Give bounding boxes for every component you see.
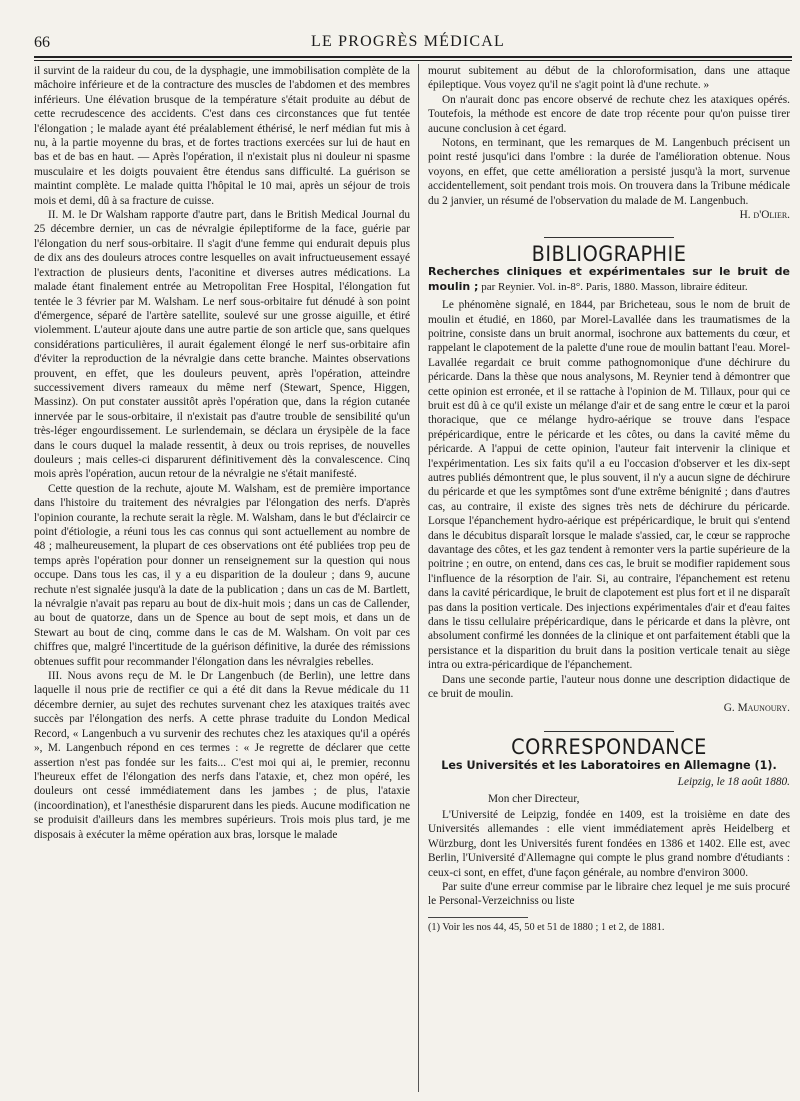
paragraph: Dans une seconde partie, l'auteur nous donne une description didactique de ce bruit de moulin. xyxy=(428,673,790,701)
signature: G. Maunoury. xyxy=(723,702,790,715)
paragraph: Le phénomène signalé, en 1844, par Bricheteau, sous le nom de bruit de moulin et étudié, en 1860, par Morel-Lavallée dans les traumatismes de la poitrine, consiste dans un bruit anormal, isochrone aux battements du cœur, et rappelant le clapotement de la palette d'une roue de moulin battant l'eau. Morel-Lavallée regardait ce bruit comme pathognomonique d'une déchirure du péricarde. Dans la thèse que nous analysons, M. Reynier tend à démontrer que cette opinion est erronée, et il se rattache à l'opinion de M. Tillaux, pour qui ce bruit est dû à ce qu'il existe un mélange d'air et de sang entre le cœur et la paroi thoracique, que ce mélange hydro-aérique se trouve dans l'espace prépéricardique, entre le péricarde et les côtes, ou dans la cavité même du péricarde. A l'appui de cette opinion, l'auteur fait intervenir la clinique et l'expérimentation. Les six faits qu'il a eu l'occasion d'observer et les dix-sept autres publiés démontrent que, le plus souvent, il n'y a aucun signe de déchirure du péricarde et que les symptômes sont d'une extrême bénignité ; dans d'autres cas, au contraire, il existe des signes très nets de déchirure du péricarde. Lorsque l'épanchement hydro-aérique est prépéricardique, le bruit qui s'entend dans le décubitus disparaît lorsque le malade s'assied, car, le cœur se rapproche davantage des côtes, et les gaz tendent à remonter vers la partie supérieure de la poitrine ; en outre, on entend, dans ces cas, le bruit se modifier rapidement sous l'influence de la résorption de l'air. Si, au contraire, l'épanchement est retenu dans la cavité péricardique, le bruit de clapotement est plus fort et il ne disparaît pas dans la position verticale. Des injections expérimentales d'air et d'eau faites dans le tissu cellulaire prépéricardique, dans le péricarde et dans la plèvre, ont absolument confirmé les données de la clinique et ont parfaitement établi que la persistance et la disparition du bruit dans la position verticale tenait au siège intra ou extra-péricardique de l'épanchement. xyxy=(428,299,790,672)
reference-title: Recherches cliniques et expérimentales sur le bruit de moulin ; xyxy=(428,265,790,293)
paragraph: Cette question de la rechute, ajoute M. Walsham, est de première importance dans l'histoire du traitement des névralgies par l'élongation des nerfs. D'après l'opinion courante, la rechute serait la règle. M. Walsham, dans le but d'éclaircir ce point d'étiologie, a réuni tous les cas connus qui sont actuellement au nombre de 48 ; malheureusement, la plupart de ces observations ont été publiées trop peu de temps après l'opération pour donner un renseignement sur la question qui nous occupe. Dans tous les cas, il y a eu disparition de la douleur ; dans 9, aucune rechute n'est signalée jusqu'à la date de la publication ; dans un cas de M. Bartlett, la névralgie n'avait pas reparu au bout de dix-huit mois ; dans un cas de Callender, au bout de quatorze, dans un de Spence au bout de sept mois, et dans un de Stewart au bout de cinq, comme dans le cas de M. Walsham. On voit par ces chiffres que, malgré l'incertitude de la guérison définitive, la durée des rémissions obtenues suffit pour recommander l'élongation dans les névralgies rebelles. xyxy=(34,482,410,668)
running-header xyxy=(34,30,782,52)
left-column xyxy=(34,64,410,1094)
signature: H. d'Olier. xyxy=(739,209,790,222)
paragraph: On n'aurait donc pas encore observé de rechute chez les ataxiques opérés. Toutefois, la méthode est encore de date trop récente pour qu'on puisse tirer aucune conclusion à cet égard. xyxy=(428,93,790,135)
paragraph: II. M. le Dr Walsham rapporte d'autre part, dans le British Medical Journal du 25 décembre dernier, un cas de névralgie épileptiforme de la face, guérie par l'élongation du nerf sous-orbitaire. Il s'agit d'une femme qui endurait depuis plus de dix ans des douleurs atroces contre lesquelles on avait infructueusement essayé l'extraction de plusieurs dents, l'aconitine et diverses autres médications. La malade étant finalement entrée au Metropolitan Free Hospital, l'élongation fut tentée le 3 février par M. Walsham. Le nerf sous-orbitaire fut dénudé à son point d'émergence, séparé de l'artère satellite, soulevé sur une grosse aiguille, et étiré violemment. L'auteur ajoute dans une autre partie de son article que, sans quelques considérations particulières, il aurait également élongé le nerf sus-orbitaire afin d'éviter la reproduction de la névralgie dans cette branche. Maintes observations prouvent, en effet, que les douleurs peuvent, après l'opération, atteindre successivement divers rameaux du même nerf (Stewart, Spence, Higgen, Massinz). On put constater aussitôt après l'opération que, dans la région cutanée innervée par le sous-orbitaire, il n'existait pas d'autre trouble de sensibilité qu'un très-léger engourdissement. Le surlendemain, se déclara un érysipèle de la face dans le cours duquel la malade ressentit, à deux ou trois reprises, de nouvelles douleurs ; mais celles-ci disparurent définitivement dès la convalescence. Cinq mois après l'opération, aucun retour de la névralgie ne s'était manifesté. xyxy=(34,209,410,481)
column-divider xyxy=(418,64,419,1092)
section-title-bibliographie: BIBLIOGRAPHIE xyxy=(531,241,687,266)
header-rule xyxy=(34,56,792,61)
paragraph: III. Nous avons reçu de M. le Dr Langenbuch (de Berlin), une lettre dans laquelle il nous prie de rectifier ce qui a été dit dans la Revue médicale du 11 décembre dernier, au sujet des rechutes survenant chez les ataxiques traités avec succès par l'élongation des nerfs. A cette phrase traduite du London Medical Record, « Langenbuch a vu survenir des rechutes chez les ataxiques qu'il a opérés », M. Langenbuch répond en ces termes : « Je regrette de déclarer que cette assertion n'est pas fondée sur les faits... C'est moi qui ai, le premier, reconnu l'heureux effet de l'élongation des nerfs dans l'ataxie, et, chez mon opéré, les douleurs ont cessé immédiatement dans les jambes ; de plus, l'ataxie (incoordination), et l'anesthésie disparurent dans les pieds. Aucune modification ne se produisit d'ailleurs dans les membres supérieurs. Trois mois plus tard, je me disposais à exécuter la même opération aux bras, lorsque le malade xyxy=(34,670,410,841)
reference-details: par Reynier. Vol. in-8°. Paris, 1880. Masson, libraire éditeur. xyxy=(481,280,748,293)
section-title-correspondance: CORRESPONDANCE xyxy=(511,735,707,760)
bibliography-reference xyxy=(428,265,790,294)
paragraph: Notons, en terminant, que les remarques de M. Langenbuch précisent un point resté jusqu'ici dans l'ombre : la durée de l'amélioration obtenue. Nous voyons, en effet, que cette amélioration a persisté jusqu'à la mort, survenue accidentellement, soit pendant trois mois. On trouvera dans la Tribune médicale du 2 janvier, un résumé de l'observation du malade de M. Langenbuch. xyxy=(428,137,790,207)
paragraph: L'Université de Leipzig, fondée en 1409, est la troisième en date des Universités allemandes : elle vient immédiatement après Heidelberg et Würzburg, dont les Universités furent fondées en 1386 et 1402. Elle est, avec Berlin, l'Université d'Allemagne qui compte le plus grand nombre d'étudiants : ceux-ci sont, en effet, d'une façon générale, au nombre d'environ 3000. xyxy=(428,808,790,879)
correspondance-subhead: Les Universités et les Laboratoires en Allemagne (1). xyxy=(441,758,777,772)
journal-title: LE PROGRÈS MÉDICAL xyxy=(310,33,506,50)
paragraph: mourut subitement au début de la chloroformisation, dans une attaque épileptique. Vous voyez qu'il ne s'agit point là d'une rechute. » xyxy=(428,65,790,92)
dateline: Leipzig, le 18 août 1880. xyxy=(677,776,790,789)
page-number: 66 xyxy=(34,34,50,51)
salutation: Mon cher Directeur, xyxy=(488,792,580,805)
footnote: (1) Voir les nos 44, 45, 50 et 51 de 1880 ; 1 et 2, de 1881. xyxy=(428,921,665,933)
right-column xyxy=(428,64,790,1094)
footnote-rule xyxy=(428,917,528,918)
paragraph: Par suite d'une erreur commise par le libraire chez lequel je me suis procuré le Personal-Verzeichniss ou liste xyxy=(428,880,790,908)
paragraph: il survint de la raideur du cou, de la dysphagie, une immobilisation complète de la mâchoire inférieure et de la contracture des muscles de l'abdomen et des membres inférieurs. Une élévation brusque de la température s'était produite au début de cette recrudescence des accidents. C'est dans ces circonstances que fut tentée l'élongation ; le malade ayant été préalablement éthérisé, le nerf médian fut mis à nu, à la partie moyenne du bras, et de fortes tractions exercées sur lui de haut en bas et de bas en haut. — Après l'opération, il n'existait plus ni douleur ni spasme musculaire et les doigts pouvaient être étendus sans difficulté. La guérison se maintint complète. Le malade quitta l'hôpital le 10 mai, après un séjour de trois mois et demi, dû à sa fracture de cuisse. xyxy=(34,65,410,207)
